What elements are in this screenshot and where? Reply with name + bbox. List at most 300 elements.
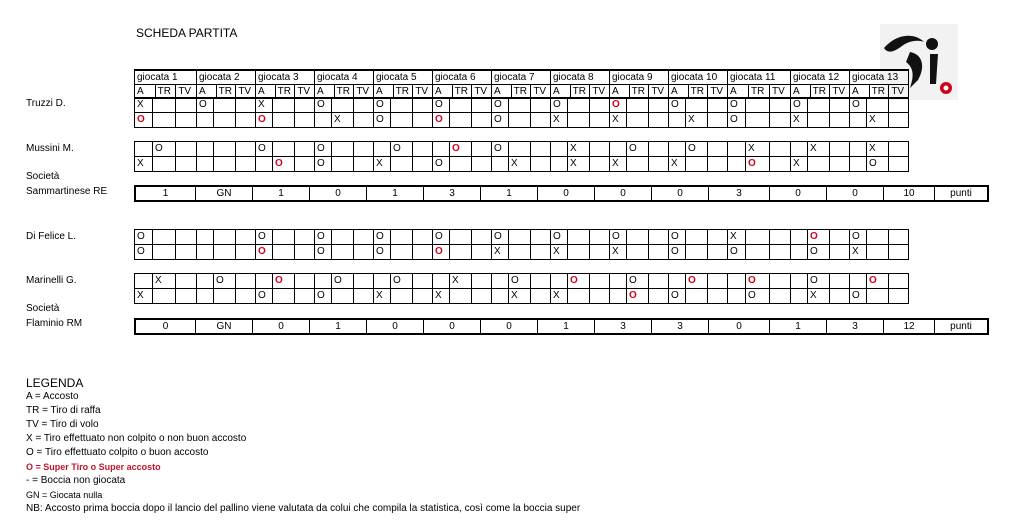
mark-cell xyxy=(273,245,295,260)
mark: X xyxy=(553,290,560,301)
mark-cell xyxy=(413,289,433,304)
player-row xyxy=(135,157,909,172)
giocata-header: giocata 5 xyxy=(374,70,433,85)
mark-cell xyxy=(808,113,830,128)
giocata-header: giocata 1 xyxy=(135,70,197,85)
giocata-score: 0 xyxy=(424,319,481,334)
giocata-score: 0 xyxy=(481,319,538,334)
mark-cell xyxy=(153,245,176,260)
mark-cell xyxy=(610,142,627,157)
mark-cell xyxy=(568,113,590,128)
mark-cell xyxy=(708,113,728,128)
mark: O xyxy=(435,231,443,242)
mark-cell xyxy=(315,289,332,304)
giocata-score: 1 xyxy=(538,319,595,334)
mark: X xyxy=(810,290,817,301)
legend-title: LEGENDA xyxy=(26,376,84,390)
mark-cell xyxy=(770,98,791,113)
mark-cell xyxy=(273,157,295,172)
giocata-score: 1 xyxy=(367,186,424,201)
mark-cell xyxy=(176,157,197,172)
mark: X xyxy=(612,114,619,125)
mark: O xyxy=(748,290,756,301)
mark: X xyxy=(730,231,737,242)
mark-cell xyxy=(509,289,531,304)
mark-cell xyxy=(433,230,450,245)
mark-cell xyxy=(551,113,568,128)
mark: X xyxy=(511,290,518,301)
points-label: punti xyxy=(935,186,989,201)
mark: O xyxy=(494,143,502,154)
mark-cell xyxy=(450,142,472,157)
mark-cell xyxy=(509,274,531,289)
mark-cell xyxy=(332,245,354,260)
mark: X xyxy=(137,290,144,301)
mark: X xyxy=(570,143,577,154)
sub-header: TR xyxy=(393,85,413,99)
mark-cell xyxy=(746,245,770,260)
mark: X xyxy=(570,158,577,169)
giocata-score: 3 xyxy=(652,319,709,334)
sub-header: A xyxy=(135,85,156,99)
mark-cell xyxy=(332,157,354,172)
mark-cell xyxy=(433,157,450,172)
mark-cell xyxy=(236,142,256,157)
mark-cell xyxy=(708,157,728,172)
super-mark: O xyxy=(629,290,637,301)
mark-cell xyxy=(273,274,295,289)
mark: X xyxy=(793,158,800,169)
mark-cell xyxy=(214,142,236,157)
giocata-header: giocata 12 xyxy=(791,70,850,85)
mark-cell xyxy=(413,230,433,245)
sub-header: A xyxy=(610,85,630,99)
mark-cell xyxy=(708,289,728,304)
player-row xyxy=(135,230,909,245)
mark-cell xyxy=(850,245,867,260)
mark: O xyxy=(334,275,342,286)
player-name: Marinelli G. xyxy=(26,275,77,286)
points-label: punti xyxy=(935,319,989,334)
mark: X xyxy=(258,99,265,110)
mark-cell xyxy=(770,245,791,260)
mark-cell xyxy=(214,245,236,260)
mark: O xyxy=(317,158,325,169)
mark-cell xyxy=(492,157,509,172)
sub-header: TR xyxy=(275,85,295,99)
mark: X xyxy=(553,114,560,125)
mark-cell xyxy=(669,245,686,260)
player-row xyxy=(135,113,909,128)
mark-cell xyxy=(551,245,568,260)
giocata-score: 3 xyxy=(595,319,652,334)
legend-line: TR = Tiro di raffa xyxy=(26,405,101,416)
mark-cell xyxy=(374,289,391,304)
legend-boccia: - = Boccia non giocata xyxy=(26,475,126,486)
mark-cell xyxy=(176,274,197,289)
mark-cell xyxy=(770,157,791,172)
mark: O xyxy=(730,246,738,257)
mark-cell xyxy=(492,230,509,245)
mark-cell xyxy=(273,230,295,245)
mark-cell xyxy=(332,274,354,289)
sub-header: TR xyxy=(216,85,236,99)
mark-cell xyxy=(256,245,273,260)
sub-header: A xyxy=(850,85,870,99)
mark: O xyxy=(317,143,325,154)
mark-cell xyxy=(770,142,791,157)
mark-cell xyxy=(315,230,332,245)
mark-cell xyxy=(295,274,315,289)
mark-cell xyxy=(791,274,808,289)
mark: O xyxy=(376,231,384,242)
mark-cell xyxy=(433,113,450,128)
mark-cell xyxy=(850,113,867,128)
mark-cell xyxy=(830,98,850,113)
sub-header: TR xyxy=(334,85,354,99)
mark-cell xyxy=(509,113,531,128)
mark-cell xyxy=(332,113,354,128)
mark-cell xyxy=(867,230,889,245)
mark-cell xyxy=(791,98,808,113)
sub-header: TR xyxy=(155,85,176,99)
mark-cell xyxy=(791,157,808,172)
mark: X xyxy=(869,114,876,125)
mark-cell xyxy=(374,274,391,289)
mark: O xyxy=(216,275,224,286)
mark-cell xyxy=(889,113,909,128)
mark: O xyxy=(730,99,738,110)
super-mark: O xyxy=(612,99,620,110)
mark-cell xyxy=(770,113,791,128)
mark-cell xyxy=(472,98,492,113)
mark-cell xyxy=(889,98,909,113)
mark-cell xyxy=(867,245,889,260)
mark-cell xyxy=(531,230,551,245)
super-mark: O xyxy=(570,275,578,286)
mark-cell xyxy=(354,98,374,113)
super-mark: O xyxy=(275,275,283,286)
mark-cell xyxy=(830,245,850,260)
mark-cell xyxy=(686,274,708,289)
mark-cell xyxy=(374,142,391,157)
mark-cell xyxy=(256,98,273,113)
mark-cell xyxy=(176,113,197,128)
mark: X xyxy=(155,275,162,286)
mark: O xyxy=(317,231,325,242)
mark-cell xyxy=(728,113,746,128)
mark-cell xyxy=(610,245,627,260)
mark-cell xyxy=(867,157,889,172)
mark-cell xyxy=(135,113,153,128)
sub-header: A xyxy=(669,85,689,99)
mark-cell xyxy=(509,98,531,113)
mark-cell xyxy=(830,113,850,128)
sub-header: A xyxy=(791,85,811,99)
mark-cell xyxy=(236,98,256,113)
mark: O xyxy=(629,143,637,154)
mark-cell xyxy=(197,98,214,113)
giocata-header: giocata 2 xyxy=(197,70,256,85)
mark-cell xyxy=(649,245,669,260)
mark-cell xyxy=(197,230,214,245)
legend-nb: NB: Accosto prima boccia dopo il lancio del pallino viene valutata da colui che compila la statistica, così come la boccia super xyxy=(26,503,581,514)
mark: O xyxy=(810,275,818,286)
mark: O xyxy=(671,290,679,301)
mark-cell xyxy=(649,289,669,304)
mark: O xyxy=(137,246,145,257)
mark-cell xyxy=(472,113,492,128)
mark: O xyxy=(793,99,801,110)
mark-cell xyxy=(176,289,197,304)
mark-cell xyxy=(568,289,590,304)
mark-cell xyxy=(135,98,153,113)
mark-cell xyxy=(413,98,433,113)
society-name: Sammartinese RE xyxy=(26,186,108,197)
mark-cell xyxy=(531,289,551,304)
sub-header: TV xyxy=(830,85,850,99)
mark-cell xyxy=(332,98,354,113)
mark-cell xyxy=(889,274,909,289)
mark-cell xyxy=(669,157,686,172)
mark-cell xyxy=(610,157,627,172)
player-row xyxy=(135,245,909,260)
mark-cell xyxy=(590,230,610,245)
mark-cell xyxy=(627,274,649,289)
mark-cell xyxy=(669,98,686,113)
mark: X xyxy=(137,99,144,110)
mark-cell xyxy=(627,157,649,172)
sub-header: A xyxy=(256,85,276,99)
mark-cell xyxy=(214,157,236,172)
sub-header: TV xyxy=(770,85,791,99)
mark-cell xyxy=(867,113,889,128)
mark-cell xyxy=(315,245,332,260)
score-row xyxy=(134,318,989,335)
mark-cell xyxy=(830,230,850,245)
mark: O xyxy=(199,99,207,110)
sub-header: TR xyxy=(688,85,708,99)
mark: X xyxy=(435,290,442,301)
mark-cell xyxy=(413,245,433,260)
mark-cell xyxy=(568,230,590,245)
mark-cell xyxy=(354,157,374,172)
mark-cell xyxy=(770,274,791,289)
mark-cell xyxy=(830,157,850,172)
mark-cell xyxy=(492,113,509,128)
mark-cell xyxy=(746,289,770,304)
mark-cell xyxy=(315,113,332,128)
giocata-score: 0 xyxy=(310,186,367,201)
mark-cell xyxy=(256,157,273,172)
mark-cell xyxy=(176,142,197,157)
mark-cell xyxy=(236,230,256,245)
super-mark: O xyxy=(435,114,443,125)
mark: O xyxy=(852,290,860,301)
player-grid xyxy=(134,273,909,304)
mark: O xyxy=(435,158,443,169)
sub-header: A xyxy=(551,85,571,99)
mark-cell xyxy=(708,98,728,113)
mark-cell xyxy=(315,142,332,157)
giocata-header: giocata 3 xyxy=(256,70,315,85)
mark-cell xyxy=(256,230,273,245)
mark-cell xyxy=(433,245,450,260)
giocata-score: 0 xyxy=(367,319,424,334)
mark-cell xyxy=(669,113,686,128)
mark-cell xyxy=(867,98,889,113)
mark-cell xyxy=(433,274,450,289)
mark-cell xyxy=(197,274,214,289)
player-name: Truzzi D. xyxy=(26,98,66,109)
mark-cell xyxy=(472,230,492,245)
mark-cell xyxy=(214,274,236,289)
mark-cell xyxy=(153,113,176,128)
mark: X xyxy=(612,158,619,169)
mark-cell xyxy=(627,289,649,304)
mark-cell xyxy=(830,142,850,157)
mark-cell xyxy=(830,289,850,304)
mark-cell xyxy=(728,289,746,304)
mark-cell xyxy=(830,274,850,289)
legend-line: X = Tiro effettuato non colpito o non buon accosto xyxy=(26,433,247,444)
super-mark: O xyxy=(258,246,266,257)
mark-cell xyxy=(509,142,531,157)
mark-cell xyxy=(590,98,610,113)
mark-cell xyxy=(686,289,708,304)
mark-cell xyxy=(354,113,374,128)
mark-cell xyxy=(295,289,315,304)
mark-cell xyxy=(374,157,391,172)
mark-cell xyxy=(649,274,669,289)
mark: O xyxy=(671,231,679,242)
sub-header: TV xyxy=(236,85,256,99)
player-grid xyxy=(134,229,909,260)
mark-cell xyxy=(791,245,808,260)
mark: O xyxy=(376,114,384,125)
mark: X xyxy=(376,290,383,301)
mark: O xyxy=(869,158,877,169)
giocata-score: 0 xyxy=(709,319,770,334)
mark-cell xyxy=(332,230,354,245)
mark-cell xyxy=(808,98,830,113)
mark: X xyxy=(671,158,678,169)
mark: X xyxy=(810,143,817,154)
super-mark: O xyxy=(258,114,266,125)
mark-cell xyxy=(374,98,391,113)
mark: O xyxy=(629,275,637,286)
mark: O xyxy=(258,143,266,154)
super-mark: O xyxy=(137,114,145,125)
mark-cell xyxy=(686,113,708,128)
mark-cell xyxy=(214,113,236,128)
mark-cell xyxy=(889,245,909,260)
mark-cell xyxy=(236,113,256,128)
mark-cell xyxy=(746,113,770,128)
mark-cell xyxy=(669,274,686,289)
mark-cell xyxy=(551,230,568,245)
mark-cell xyxy=(153,289,176,304)
giocata-score: 3 xyxy=(709,186,770,201)
mark-cell xyxy=(135,289,153,304)
mark: X xyxy=(452,275,459,286)
mark-cell xyxy=(850,274,867,289)
mark-cell xyxy=(273,289,295,304)
mark-cell xyxy=(153,142,176,157)
mark-cell xyxy=(197,157,214,172)
mark-cell xyxy=(295,157,315,172)
mark-cell xyxy=(236,274,256,289)
mark-cell xyxy=(153,157,176,172)
mark-cell xyxy=(791,113,808,128)
player-row xyxy=(135,142,909,157)
mark-cell xyxy=(590,289,610,304)
mark-cell xyxy=(728,274,746,289)
score-row xyxy=(134,185,989,202)
mark: O xyxy=(730,114,738,125)
mark-cell xyxy=(391,98,413,113)
mark-cell xyxy=(391,274,413,289)
mark-cell xyxy=(590,157,610,172)
mark-cell xyxy=(590,113,610,128)
mark: O xyxy=(155,143,163,154)
mark-cell xyxy=(214,98,236,113)
legend-line: A = Accosto xyxy=(26,391,79,402)
mark-cell xyxy=(354,274,374,289)
mark-cell xyxy=(135,142,153,157)
giocata-header: giocata 13 xyxy=(850,70,909,85)
mark: X xyxy=(137,158,144,169)
mark-cell xyxy=(332,289,354,304)
sub-header: TV xyxy=(354,85,374,99)
mark-cell xyxy=(791,230,808,245)
giocata-header: giocata 4 xyxy=(315,70,374,85)
mark-cell xyxy=(649,98,669,113)
mark-cell xyxy=(850,230,867,245)
player-name: Di Felice L. xyxy=(26,231,77,242)
mark-cell xyxy=(568,98,590,113)
mark-cell xyxy=(391,230,413,245)
legend-gn: GN = Giocata nulla xyxy=(26,490,103,500)
giocata-header: giocata 8 xyxy=(551,70,610,85)
mark-cell xyxy=(374,245,391,260)
mark-cell xyxy=(808,289,830,304)
mark-cell xyxy=(256,142,273,157)
mark: O xyxy=(671,99,679,110)
mark-cell xyxy=(450,157,472,172)
mark-cell xyxy=(669,289,686,304)
mark-cell xyxy=(315,274,332,289)
mark: O xyxy=(511,275,519,286)
sub-header: TV xyxy=(295,85,315,99)
mark-cell xyxy=(746,230,770,245)
mark-cell xyxy=(374,113,391,128)
mark-cell xyxy=(568,142,590,157)
mark-cell xyxy=(236,289,256,304)
mark-cell xyxy=(413,274,433,289)
sub-header: TR xyxy=(749,85,770,99)
mark-cell xyxy=(649,142,669,157)
mark-cell xyxy=(413,142,433,157)
mark-cell xyxy=(850,289,867,304)
mark-cell xyxy=(197,289,214,304)
super-mark: O xyxy=(810,231,818,242)
mark-cell xyxy=(236,245,256,260)
mark: O xyxy=(137,231,145,242)
mark-cell xyxy=(850,142,867,157)
mark-cell xyxy=(236,157,256,172)
sub-header: A xyxy=(315,85,335,99)
